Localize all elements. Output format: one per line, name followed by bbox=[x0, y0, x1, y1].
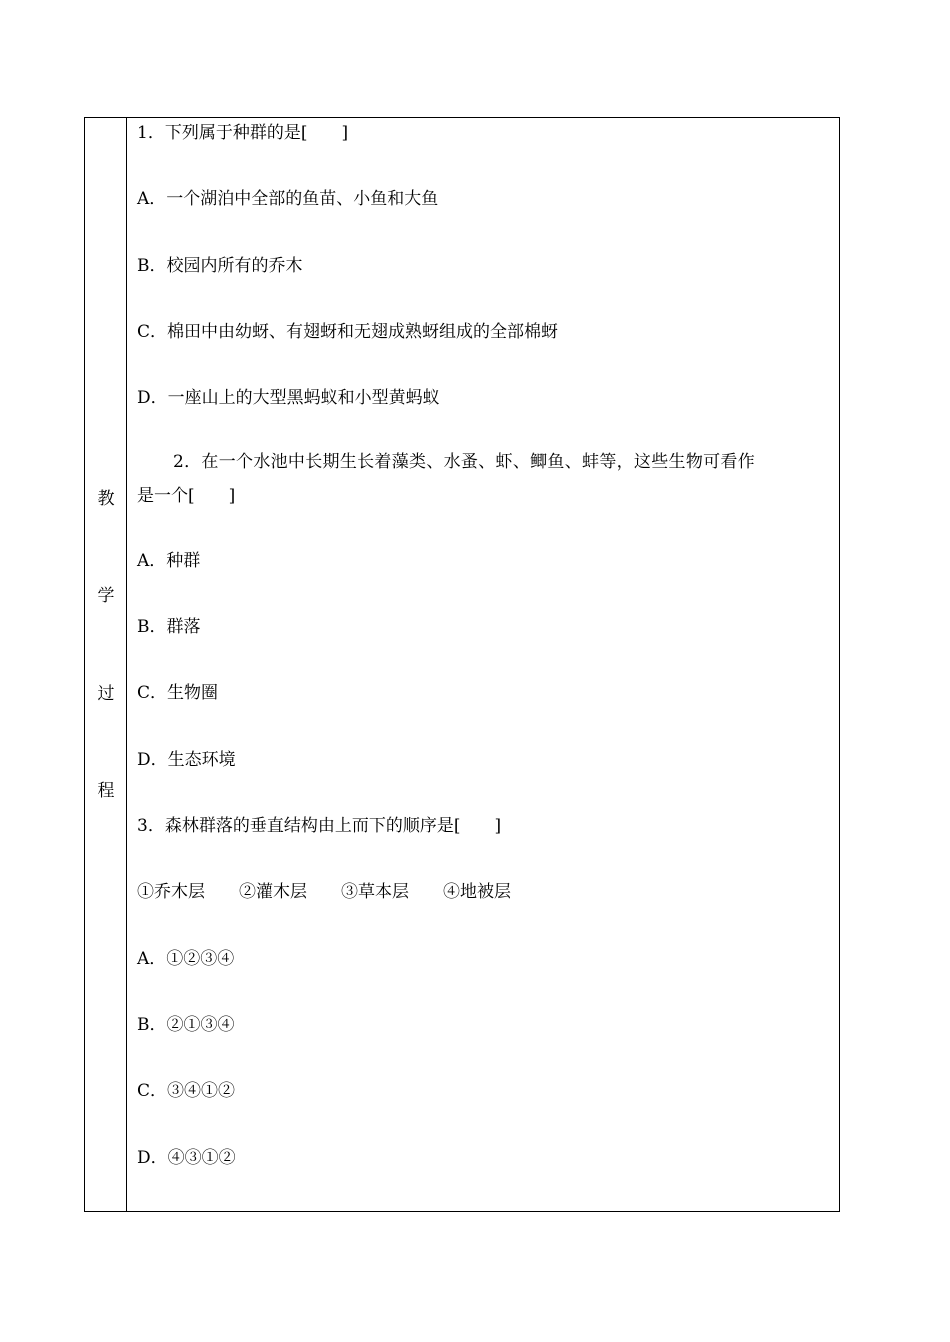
section-label-char: 学 bbox=[97, 586, 115, 606]
question-2-option-b: B．群落 bbox=[137, 617, 201, 637]
question-2-stem-line1: 2．在一个水池中长期生长着藻类、水蚤、虾、鲫鱼、蚌等，这些生物可看作 bbox=[173, 452, 756, 472]
question-1-option-c: C．棉田中由幼蚜、有翅蚜和无翅成熟蚜组成的全部棉蚜 bbox=[137, 322, 559, 342]
question-1-option-b: B．校园内所有的乔木 bbox=[137, 256, 303, 276]
question-1-option-d: D．一座山上的大型黑蚂蚁和小型黄蚂蚁 bbox=[137, 388, 440, 408]
section-label-column bbox=[85, 118, 127, 1211]
question-3-layers: ①乔木层 ②灌木层 ③草本层 ④地被层 bbox=[137, 882, 511, 902]
lesson-table bbox=[84, 117, 840, 1212]
question-2-option-a: A．种群 bbox=[137, 551, 201, 571]
question-3-option-c: C．③④①② bbox=[137, 1081, 236, 1101]
question-3-option-a: A．①②③④ bbox=[137, 949, 235, 969]
question-3-option-b: B．②①③④ bbox=[137, 1015, 235, 1035]
section-label-char: 过 bbox=[97, 684, 115, 704]
question-2-stem bbox=[137, 445, 832, 513]
question-1-stem: 1．下列属于种群的是[ ] bbox=[137, 123, 349, 143]
section-label-char: 教 bbox=[97, 489, 115, 509]
question-2-stem-line2: 是一个[ ] bbox=[137, 486, 236, 506]
question-2-option-d: D．生态环境 bbox=[137, 750, 236, 770]
question-1-option-a: A．一个湖泊中全部的鱼苗、小鱼和大鱼 bbox=[137, 189, 439, 209]
question-3-option-d: D．④③①② bbox=[137, 1148, 236, 1168]
question-2-option-c: C．生物圈 bbox=[137, 683, 219, 703]
section-label-char: 程 bbox=[97, 781, 115, 801]
question-3-stem: 3．森林群落的垂直结构由上而下的顺序是[ ] bbox=[137, 816, 502, 836]
